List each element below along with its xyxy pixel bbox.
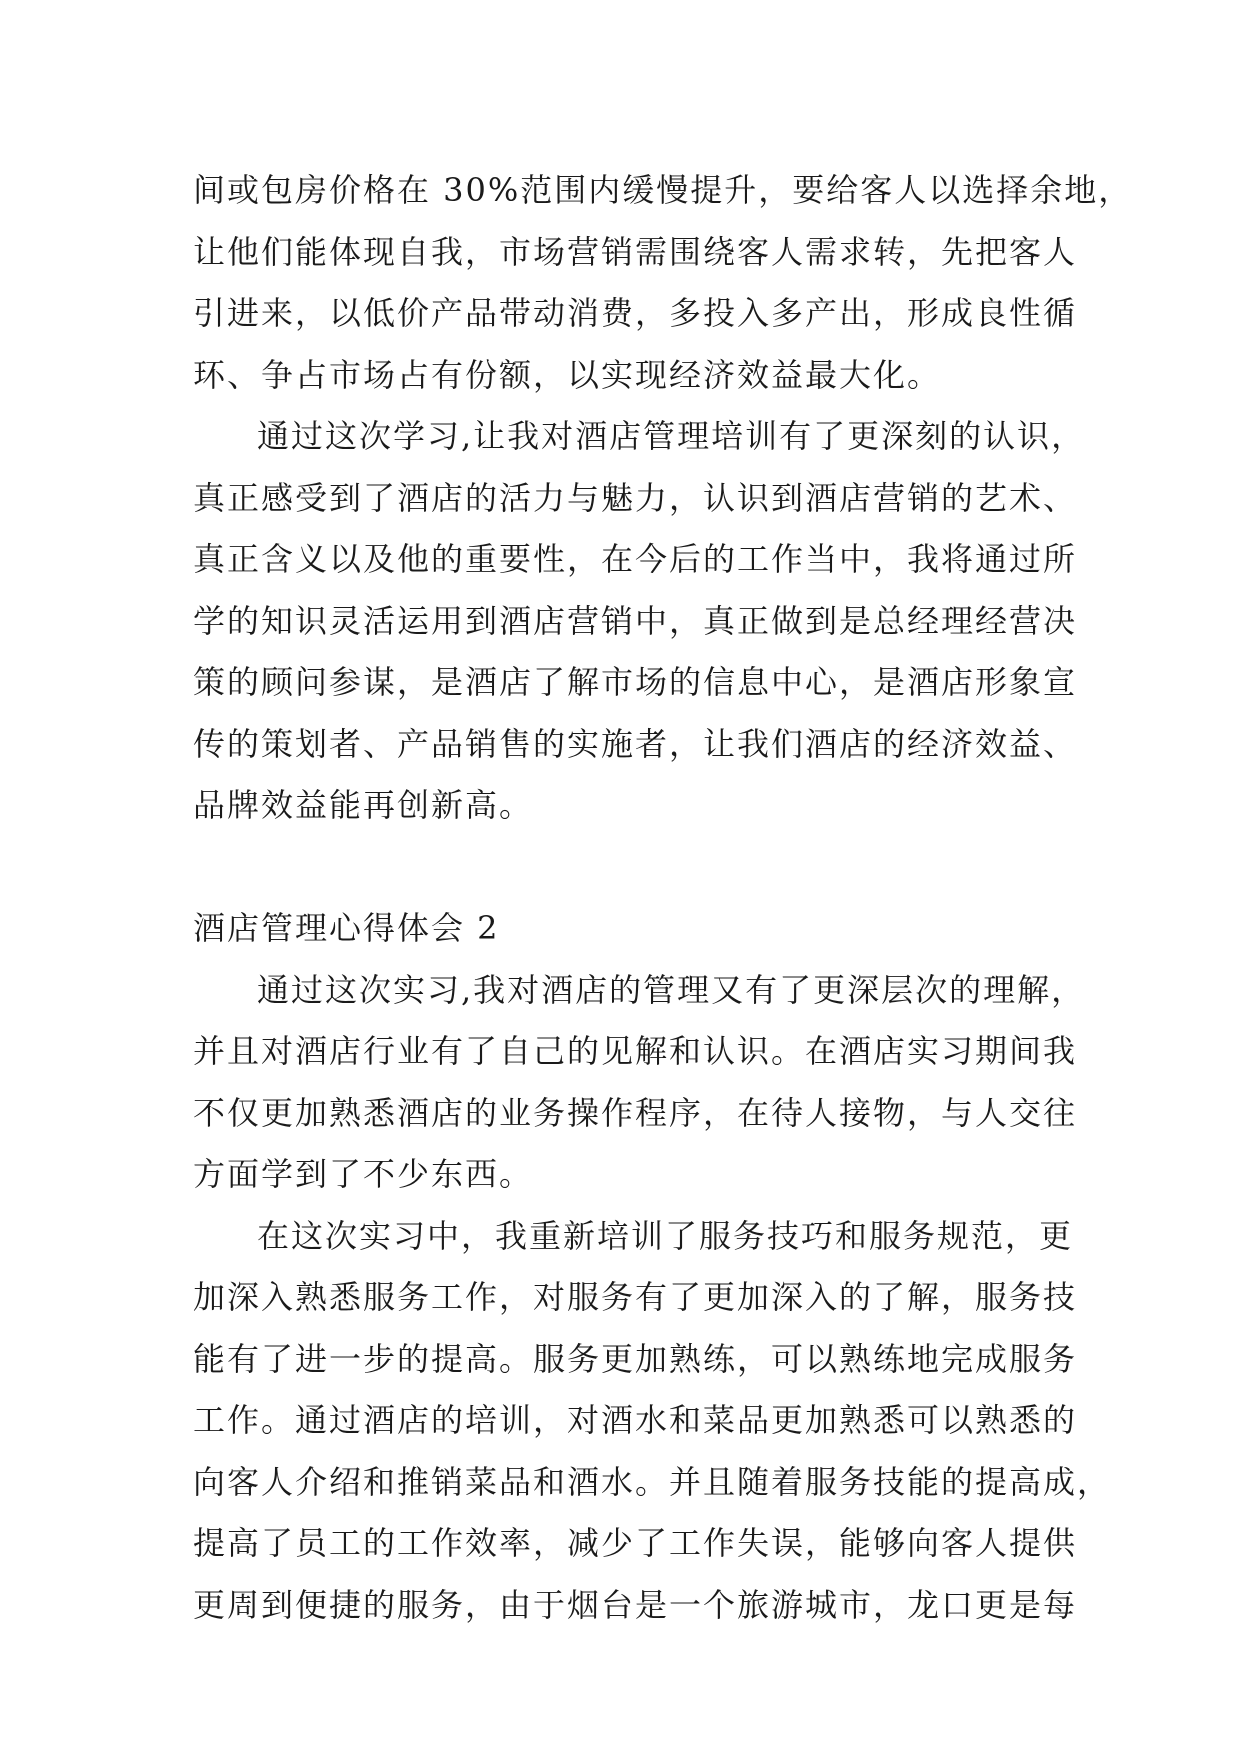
paragraph-4 bbox=[193, 1206, 1112, 1637]
text-line: 方面学到了不少东西。 bbox=[193, 1155, 534, 1193]
text-line: 能有了进一步的提高。服务更加熟练，可以熟练地完成服务 bbox=[193, 1339, 1078, 1378]
blank-line bbox=[193, 837, 1053, 899]
paragraph-1 bbox=[193, 160, 1133, 406]
text-line: 加深入熟悉服务工作，对服务有了更加深入的了解，服务技 bbox=[193, 1278, 1078, 1316]
text-line: 向客人介绍和推销菜品和酒水。并且随着服务技能的提高成， bbox=[193, 1462, 1112, 1501]
text-line: 工作。通过酒店的培训，对酒水和菜品更加熟悉可以熟悉的 bbox=[193, 1401, 1078, 1439]
text-line: 更周到便捷的服务，由于烟台是一个旅游城市，龙口更是每 bbox=[193, 1585, 1078, 1624]
text-line: 让他们能体现自我，市场营销需围绕客人需求转，先把客人 bbox=[193, 232, 1078, 271]
text-line: 不仅更加熟悉酒店的业务操作程序，在待人接物，与人交往 bbox=[193, 1093, 1078, 1132]
text-line: 品牌效益能再创新高。 bbox=[193, 786, 534, 824]
text-line: 通过这次学习,让我对酒店管理培训有了更深刻的认识， bbox=[257, 417, 1086, 455]
text-line: 学的知识灵活运用到酒店营销中，真正做到是总经理经营决 bbox=[193, 601, 1078, 640]
text-line: 策的顾问参谋，是酒店了解市场的信息中心，是酒店形象宣 bbox=[193, 663, 1078, 701]
document-body bbox=[193, 160, 1133, 1636]
text-line: 间或包房价格在 30%范围内缓慢提升，要给客人以选择余地， bbox=[193, 171, 1133, 209]
section-title: 酒店管理心得体会 2 bbox=[193, 909, 500, 947]
text-line: 引进来，以低价产品带动消费，多投入多产出，形成良性循 bbox=[193, 294, 1078, 332]
text-line: 提高了员工的工作效率，减少了工作失误，能够向客人提供 bbox=[193, 1524, 1078, 1562]
text-line: 传的策划者、产品销售的实施者，让我们酒店的经济效益、 bbox=[193, 724, 1078, 763]
text-line: 并且对酒店行业有了自己的见解和认识。在酒店实习期间我 bbox=[193, 1032, 1078, 1070]
text-line: 真正含义以及他的重要性，在今后的工作当中，我将通过所 bbox=[193, 540, 1078, 578]
text-line: 在这次实习中，我重新培训了服务技巧和服务规范，更 bbox=[257, 1216, 1074, 1255]
paragraph-3 bbox=[193, 960, 1086, 1206]
text-line: 通过这次实习,我对酒店的管理又有了更深层次的理解， bbox=[257, 970, 1086, 1009]
text-line: 环、争占市场占有份额，以实现经济效益最大化。 bbox=[193, 355, 942, 394]
text-line: 真正感受到了酒店的活力与魅力，认识到酒店营销的艺术、 bbox=[193, 478, 1078, 517]
paragraph-2 bbox=[193, 406, 1086, 837]
